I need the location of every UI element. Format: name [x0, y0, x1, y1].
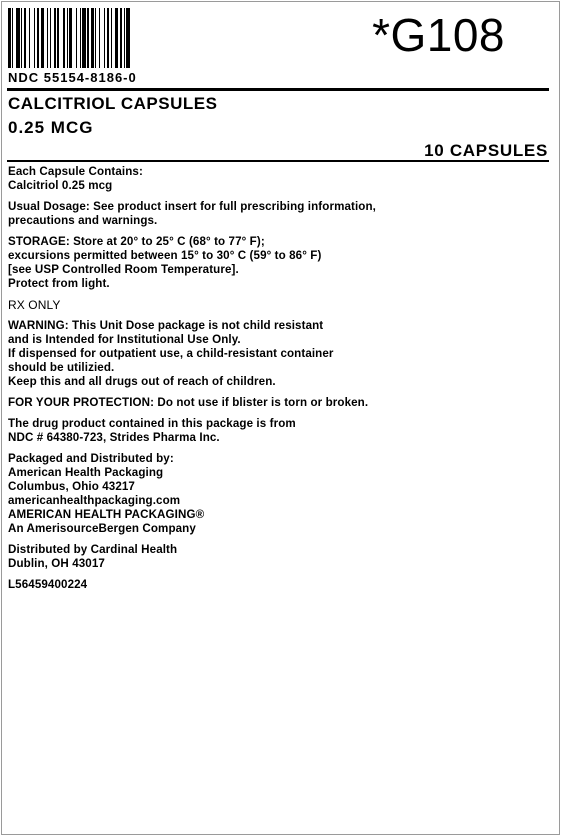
barcode-bar — [69, 8, 72, 68]
barcode-bar — [104, 8, 105, 68]
barcode-bar — [107, 8, 110, 68]
protection-notice: FOR YOUR PROTECTION: Do not use if blister is torn or broken. — [8, 396, 369, 409]
storage-line: Protect from light. — [8, 277, 110, 290]
source-line: NDC # 64380-723, Strides Pharma Inc. — [8, 431, 220, 444]
barcode-bar — [50, 8, 51, 68]
packager-section — [8, 452, 549, 536]
barcode-bar — [67, 8, 68, 68]
label-body — [8, 165, 549, 599]
storage-section — [8, 235, 549, 291]
distributor-line: Distributed by Cardinal Health — [8, 543, 178, 556]
rx-section — [8, 298, 549, 312]
warning-section — [8, 319, 549, 389]
barcode-bar — [16, 8, 20, 68]
barcode-bar — [91, 8, 94, 68]
barcode-bar — [111, 8, 112, 68]
barcode-bar — [126, 8, 130, 68]
barcode-bar — [54, 8, 57, 68]
contains-heading: Each Capsule Contains: — [8, 165, 143, 178]
warning-line: WARNING: This Unit Dose package is not child resistant — [8, 319, 324, 332]
protection-section — [8, 396, 549, 410]
barcode-bar — [99, 8, 100, 68]
rx-only: RX ONLY — [8, 298, 61, 312]
barcode-bar — [63, 8, 66, 68]
barcode-bar — [47, 8, 48, 68]
barcode-bar — [34, 8, 35, 68]
warning-line: and is Intended for Institutional Use Only. — [8, 333, 241, 346]
warning-line: If dispensed for outpatient use, a child-resistant container — [8, 347, 334, 360]
dosage-section — [8, 200, 549, 228]
barcode-bar — [80, 8, 81, 68]
barcode-bar — [87, 8, 88, 68]
drug-name: CALCITRIOL CAPSULES — [8, 94, 218, 113]
barcode-bar — [82, 8, 86, 68]
packager-line: An AmerisourceBergen Company — [8, 522, 196, 535]
source-section — [8, 417, 549, 445]
barcode-bar — [21, 8, 22, 68]
packager-line: AMERICAN HEALTH PACKAGING® — [8, 508, 205, 521]
warning-line: Keep this and all drugs out of reach of children. — [8, 375, 276, 388]
distributor-line: Dublin, OH 43017 — [8, 557, 105, 570]
middle-divider — [7, 160, 549, 162]
barcode-bar — [8, 8, 11, 68]
barcode-bar — [57, 8, 58, 68]
drug-strength: 0.25 MCG — [8, 118, 94, 137]
lot-code: L56459400224 — [8, 578, 88, 591]
storage-line: [see USP Controlled Room Temperature]. — [8, 263, 239, 276]
packager-line: Columbus, Ohio 43217 — [8, 480, 135, 493]
barcode-bar — [37, 8, 40, 68]
barcode-bar — [24, 8, 27, 68]
contains-item: Calcitriol 0.25 mcg — [8, 179, 113, 192]
barcode-bar — [95, 8, 96, 68]
dosage-line: precautions and warnings. — [8, 214, 158, 227]
storage-line: STORAGE: Store at 20° to 25° C (68° to 77° F); — [8, 235, 265, 248]
packager-line: americanhealthpackaging.com — [8, 494, 181, 507]
dosage-line: Usual Dosage: See product insert for full prescribing information, — [8, 200, 376, 213]
lot-section — [8, 578, 549, 592]
barcode-bar — [120, 8, 123, 68]
item-code: *G108 — [372, 9, 505, 61]
warning-line: should be utilizied. — [8, 361, 115, 374]
barcode — [8, 8, 230, 68]
source-line: The drug product contained in this package is from — [8, 417, 296, 430]
distributor-section — [8, 543, 549, 571]
packager-line: American Health Packaging — [8, 466, 164, 479]
barcode-bar — [76, 8, 77, 68]
barcode-bar — [12, 8, 13, 68]
barcode-bar — [41, 8, 45, 68]
contains-section — [8, 165, 549, 193]
barcode-bar — [29, 8, 30, 68]
top-divider — [7, 88, 549, 91]
barcode-bar — [115, 8, 119, 68]
barcode-bar — [124, 8, 125, 68]
ndc-number: NDC 55154-8186-0 — [8, 70, 137, 85]
packager-line: Packaged and Distributed by: — [8, 452, 174, 465]
storage-line: excursions permitted between 15° to 30° C (59° to 86° F) — [8, 249, 322, 262]
capsule-count: 10 CAPSULES — [424, 141, 548, 160]
